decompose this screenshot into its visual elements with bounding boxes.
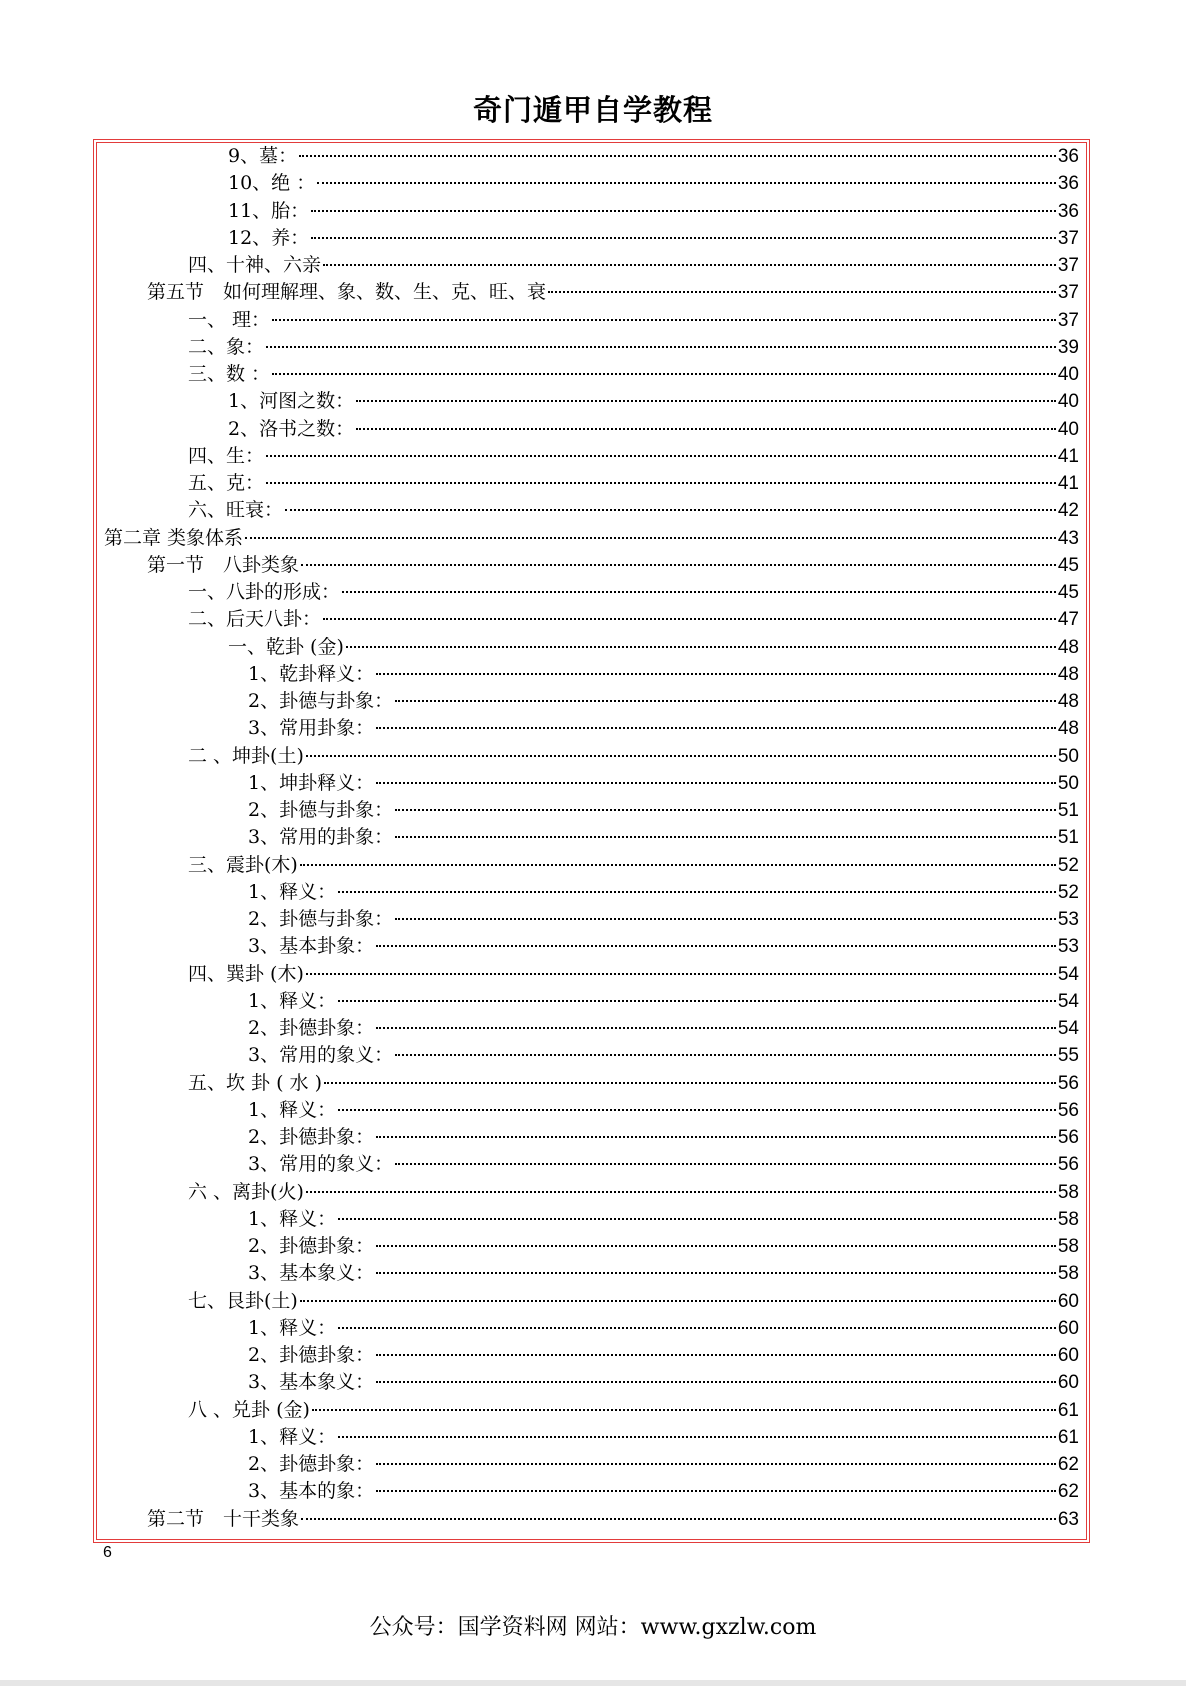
toc-entry-page-number: 45 <box>1057 582 1079 603</box>
toc-entry-page-number: 48 <box>1057 663 1079 685</box>
toc-entry-page-number: 40 <box>1057 418 1079 440</box>
toc-entry-page-number: 60 <box>1057 1345 1079 1366</box>
toc-entry-label: 2、卦德卦象： <box>248 1453 375 1475</box>
toc-entry-page-number: 58 <box>1057 1236 1079 1257</box>
toc-entry-label: 10、绝 ： <box>228 172 316 195</box>
toc-entry[interactable] <box>104 470 1079 497</box>
toc-entry-label: 3、基本的象： <box>248 1480 375 1503</box>
toc-entry[interactable] <box>104 988 1079 1015</box>
toc-entry-label: 2、卦德卦象： <box>248 1344 375 1366</box>
toc-dot-leader <box>376 945 1056 947</box>
toc-entry-label: 一、八卦的形成： <box>188 581 341 603</box>
toc-entry-label: 3、常用卦象： <box>248 717 375 740</box>
toc-entry-page-number: 45 <box>1057 554 1079 576</box>
toc-dot-leader <box>306 755 1056 757</box>
toc-entry[interactable] <box>104 1478 1079 1505</box>
toc-entry-page-number: 56 <box>1057 1099 1079 1121</box>
toc-entry-label: 1、河图之数： <box>228 390 355 413</box>
toc-entry-label: 六、旺衰： <box>188 499 284 522</box>
toc-entry-page-number: 54 <box>1057 990 1079 1012</box>
toc-dot-leader <box>376 1490 1056 1492</box>
toc-entry[interactable] <box>104 661 1079 688</box>
toc-dot-leader <box>285 509 1056 511</box>
toc-entry[interactable] <box>104 143 1079 170</box>
toc-entry-label: 六 、离卦(火) <box>188 1180 304 1203</box>
toc-entry-page-number: 50 <box>1057 745 1079 767</box>
toc-dot-leader <box>272 319 1056 321</box>
toc-dot-leader <box>300 864 1056 866</box>
toc-entry-page-number: 36 <box>1057 173 1079 195</box>
toc-entry-label: 四、巽卦 (木) <box>188 962 304 985</box>
toc-entry-page-number: 53 <box>1057 909 1079 930</box>
toc-entry[interactable] <box>104 1260 1079 1287</box>
toc-entry-label: 3、基本象义： <box>248 1262 375 1285</box>
toc-dot-leader <box>376 1381 1056 1383</box>
toc-entry-page-number: 60 <box>1057 1317 1079 1339</box>
toc-entry-page-number: 54 <box>1057 1018 1079 1039</box>
toc-dot-leader <box>266 455 1056 457</box>
toc-dot-leader <box>376 1136 1056 1138</box>
toc-dot-leader <box>376 782 1056 784</box>
toc-dot-leader <box>395 1163 1056 1165</box>
toc-entry-page-number: 60 <box>1057 1290 1079 1312</box>
page-number: 6 <box>103 1544 112 1561</box>
toc-entry-page-number: 48 <box>1057 718 1079 740</box>
toc-dot-leader <box>356 428 1056 430</box>
toc-entry-label: 四、十神、六亲 <box>188 254 322 276</box>
toc-entry-page-number: 58 <box>1057 1208 1079 1230</box>
toc-dot-leader <box>323 264 1056 266</box>
toc-entry[interactable] <box>104 1288 1079 1315</box>
toc-entry[interactable] <box>104 225 1079 252</box>
toc-dot-leader <box>324 1082 1056 1084</box>
toc-entry-page-number: 41 <box>1057 473 1079 494</box>
toc-dot-leader <box>376 1354 1056 1356</box>
toc-entry[interactable] <box>104 525 1079 552</box>
toc-dot-leader <box>376 1245 1056 1247</box>
toc-dot-leader <box>338 1327 1056 1329</box>
toc-entry[interactable] <box>104 579 1079 606</box>
table-of-contents <box>104 143 1079 1533</box>
toc-dot-leader <box>323 618 1056 620</box>
toc-entry-label: 二 、坤卦(土) <box>188 744 304 767</box>
toc-entry-page-number: 51 <box>1057 827 1079 849</box>
toc-entry-page-number: 52 <box>1057 881 1079 903</box>
toc-entry[interactable] <box>104 443 1079 470</box>
toc-entry-label: 3、基本卦象： <box>248 935 375 958</box>
toc-entry-label: 1、释义： <box>248 1316 337 1339</box>
toc-dot-leader <box>311 210 1056 212</box>
toc-entry[interactable] <box>104 307 1079 334</box>
toc-dot-leader <box>266 482 1056 484</box>
toc-entry[interactable] <box>104 1506 1079 1533</box>
toc-dot-leader <box>306 1191 1056 1193</box>
toc-entry-page-number: 63 <box>1057 1508 1079 1530</box>
toc-entry-page-number: 62 <box>1057 1454 1079 1475</box>
toc-entry[interactable] <box>104 279 1079 306</box>
toc-entry-label: 三、数 ： <box>188 363 271 385</box>
toc-dot-leader <box>376 1027 1056 1029</box>
toc-entry[interactable] <box>104 906 1079 933</box>
toc-entry[interactable] <box>104 1233 1079 1260</box>
toc-entry-page-number: 36 <box>1057 146 1079 167</box>
toc-dot-leader <box>376 1272 1056 1274</box>
toc-entry-page-number: 56 <box>1057 1154 1079 1176</box>
toc-entry-label: 2、卦德卦象： <box>248 1017 375 1039</box>
toc-entry[interactable] <box>104 388 1079 415</box>
toc-dot-leader <box>301 564 1056 566</box>
toc-entry[interactable] <box>104 1151 1079 1178</box>
toc-entry[interactable] <box>104 552 1079 579</box>
toc-entry[interactable] <box>104 797 1079 824</box>
toc-dot-leader <box>317 182 1056 184</box>
toc-entry-label: 1、坤卦释义： <box>248 771 375 794</box>
toc-dot-leader <box>338 1436 1056 1438</box>
toc-dot-leader <box>376 1463 1056 1465</box>
toc-entry-label: 八 、兑卦 (金) <box>188 1398 310 1421</box>
toc-entry-label: 9、墓： <box>228 145 298 167</box>
toc-entry-page-number: 40 <box>1057 391 1079 413</box>
toc-dot-leader <box>338 891 1056 893</box>
toc-entry-label: 二、象： <box>188 335 265 358</box>
toc-dot-leader <box>245 537 1056 539</box>
toc-dot-leader <box>311 237 1056 239</box>
toc-entry-page-number: 37 <box>1057 282 1079 304</box>
toc-entry[interactable] <box>104 688 1079 715</box>
toc-dot-leader <box>395 700 1056 702</box>
toc-entry[interactable] <box>104 1342 1079 1369</box>
toc-entry-label: 1、释义： <box>248 880 337 903</box>
toc-entry[interactable] <box>104 334 1079 361</box>
page-bottom-strip <box>0 1680 1186 1686</box>
toc-entry-label: 3、常用的卦象： <box>248 826 394 849</box>
toc-entry-label: 二、后天八卦： <box>188 608 322 631</box>
toc-entry[interactable] <box>104 879 1079 906</box>
toc-entry-label: 五、坎 卦 ( 水 ) <box>188 1071 322 1094</box>
toc-entry-label: 11、胎： <box>228 199 310 222</box>
toc-entry-label: 2、卦德卦象： <box>248 1235 375 1257</box>
toc-entry-page-number: 56 <box>1057 1072 1079 1094</box>
toc-dot-leader <box>342 591 1056 593</box>
toc-entry-label: 一、乾卦 (金) <box>228 635 344 658</box>
document-title: 奇门遁甲自学教程 <box>472 93 713 127</box>
toc-entry-label: 3、常用的象义： <box>248 1153 394 1176</box>
toc-entry-page-number: 37 <box>1057 227 1079 249</box>
toc-entry-page-number: 43 <box>1057 527 1079 549</box>
toc-entry-label: 12、养： <box>228 226 310 249</box>
toc-entry-page-number: 48 <box>1057 691 1079 712</box>
toc-entry-page-number: 50 <box>1057 772 1079 794</box>
toc-dot-leader <box>272 373 1056 375</box>
toc-dot-leader <box>300 1300 1056 1302</box>
toc-entry[interactable] <box>104 961 1079 988</box>
toc-entry-label: 3、基本象义： <box>248 1371 375 1394</box>
toc-dot-leader <box>376 727 1056 729</box>
toc-entry-page-number: 51 <box>1057 800 1079 821</box>
toc-dot-leader <box>338 1218 1056 1220</box>
toc-dot-leader <box>299 155 1056 157</box>
toc-entry[interactable] <box>104 824 1079 851</box>
toc-dot-leader <box>346 646 1056 648</box>
toc-entry[interactable] <box>104 715 1079 742</box>
toc-entry-label: 1、乾卦释义： <box>248 662 375 685</box>
toc-entry[interactable] <box>104 1179 1079 1206</box>
toc-entry[interactable] <box>104 1451 1079 1478</box>
toc-entry-label: 第二章 类象体系 <box>104 526 244 549</box>
toc-entry[interactable] <box>104 852 1079 879</box>
toc-entry[interactable] <box>104 1042 1079 1069</box>
toc-dot-leader <box>395 1054 1056 1056</box>
toc-entry-label: 1、释义： <box>248 1098 337 1121</box>
toc-dot-leader <box>356 400 1056 402</box>
toc-entry-page-number: 36 <box>1057 200 1079 222</box>
toc-entry[interactable] <box>104 1015 1079 1042</box>
toc-entry-label: 1、释义： <box>248 989 337 1012</box>
toc-dot-leader <box>376 673 1056 675</box>
toc-entry[interactable] <box>104 1206 1079 1233</box>
toc-entry-page-number: 62 <box>1057 1481 1079 1503</box>
toc-entry[interactable] <box>104 1397 1079 1424</box>
toc-entry-page-number: 54 <box>1057 963 1079 985</box>
toc-entry-page-number: 60 <box>1057 1372 1079 1394</box>
toc-entry[interactable] <box>104 933 1079 960</box>
toc-dot-leader <box>301 1518 1056 1520</box>
toc-entry-label: 五、克： <box>188 472 265 494</box>
toc-dot-leader <box>395 918 1056 920</box>
toc-entry-label: 第一节 八卦类象 <box>147 553 300 576</box>
toc-entry-page-number: 48 <box>1057 636 1079 658</box>
toc-entry-label: 七、艮卦(土) <box>188 1289 298 1312</box>
toc-entry-label: 2、卦德与卦象： <box>248 690 394 712</box>
toc-entry-label: 一、 理： <box>188 308 271 331</box>
toc-dot-leader <box>395 809 1056 811</box>
toc-entry[interactable] <box>104 252 1079 279</box>
toc-entry[interactable] <box>104 1124 1079 1151</box>
toc-dot-leader <box>338 1109 1056 1111</box>
toc-entry-label: 2、卦德与卦象： <box>248 799 394 821</box>
toc-entry-label: 1、释义： <box>248 1207 337 1230</box>
toc-entry-page-number: 40 <box>1057 364 1079 385</box>
toc-entry[interactable] <box>104 1070 1079 1097</box>
toc-entry[interactable] <box>104 497 1079 524</box>
toc-dot-leader <box>338 1000 1056 1002</box>
toc-entry[interactable] <box>104 1369 1079 1396</box>
toc-entry[interactable] <box>104 1315 1079 1342</box>
toc-entry-page-number: 61 <box>1057 1399 1079 1421</box>
toc-entry[interactable] <box>104 634 1079 661</box>
toc-dot-leader <box>548 291 1056 293</box>
toc-dot-leader <box>312 1409 1056 1411</box>
toc-entry-label: 2、洛书之数： <box>228 417 355 440</box>
toc-entry-page-number: 39 <box>1057 336 1079 358</box>
toc-dot-leader <box>266 346 1056 348</box>
toc-entry[interactable] <box>104 198 1079 225</box>
toc-entry-page-number: 52 <box>1057 854 1079 876</box>
toc-entry-page-number: 58 <box>1057 1263 1079 1285</box>
toc-entry-page-number: 58 <box>1057 1181 1079 1203</box>
toc-entry-page-number: 41 <box>1057 445 1079 467</box>
toc-entry-label: 第二节 十干类象 <box>147 1507 300 1530</box>
footer-note: 公众号：国学资料网 网站：www.gxzlw.com <box>369 1615 817 1640</box>
toc-entry[interactable] <box>104 1097 1079 1124</box>
toc-entry-label: 2、卦德卦象： <box>248 1126 375 1148</box>
toc-entry-page-number: 37 <box>1057 309 1079 331</box>
toc-entry-label: 2、卦德与卦象： <box>248 908 394 930</box>
toc-entry[interactable] <box>104 1424 1079 1451</box>
toc-entry-label: 1、释义： <box>248 1425 337 1448</box>
toc-dot-leader <box>395 836 1056 838</box>
toc-entry-page-number: 53 <box>1057 936 1079 958</box>
toc-entry-page-number: 55 <box>1057 1045 1079 1067</box>
toc-entry[interactable] <box>104 606 1079 633</box>
toc-entry[interactable] <box>104 361 1079 388</box>
toc-entry-page-number: 61 <box>1057 1426 1079 1448</box>
toc-entry-page-number: 37 <box>1057 255 1079 276</box>
toc-entry-label: 第五节 如何理解理、象、数、生、克、旺、衰 <box>147 281 547 304</box>
toc-entry[interactable] <box>104 416 1079 443</box>
toc-entry-label: 四、生： <box>188 444 265 467</box>
toc-entry-page-number: 56 <box>1057 1127 1079 1148</box>
toc-entry[interactable] <box>104 743 1079 770</box>
toc-entry-label: 三、震卦(木) <box>188 853 298 876</box>
toc-entry-label: 3、常用的象义： <box>248 1044 394 1067</box>
toc-dot-leader <box>306 973 1056 975</box>
toc-entry-page-number: 42 <box>1057 500 1079 522</box>
toc-entry-page-number: 47 <box>1057 609 1079 631</box>
toc-entry[interactable] <box>104 170 1079 197</box>
toc-entry[interactable] <box>104 770 1079 797</box>
